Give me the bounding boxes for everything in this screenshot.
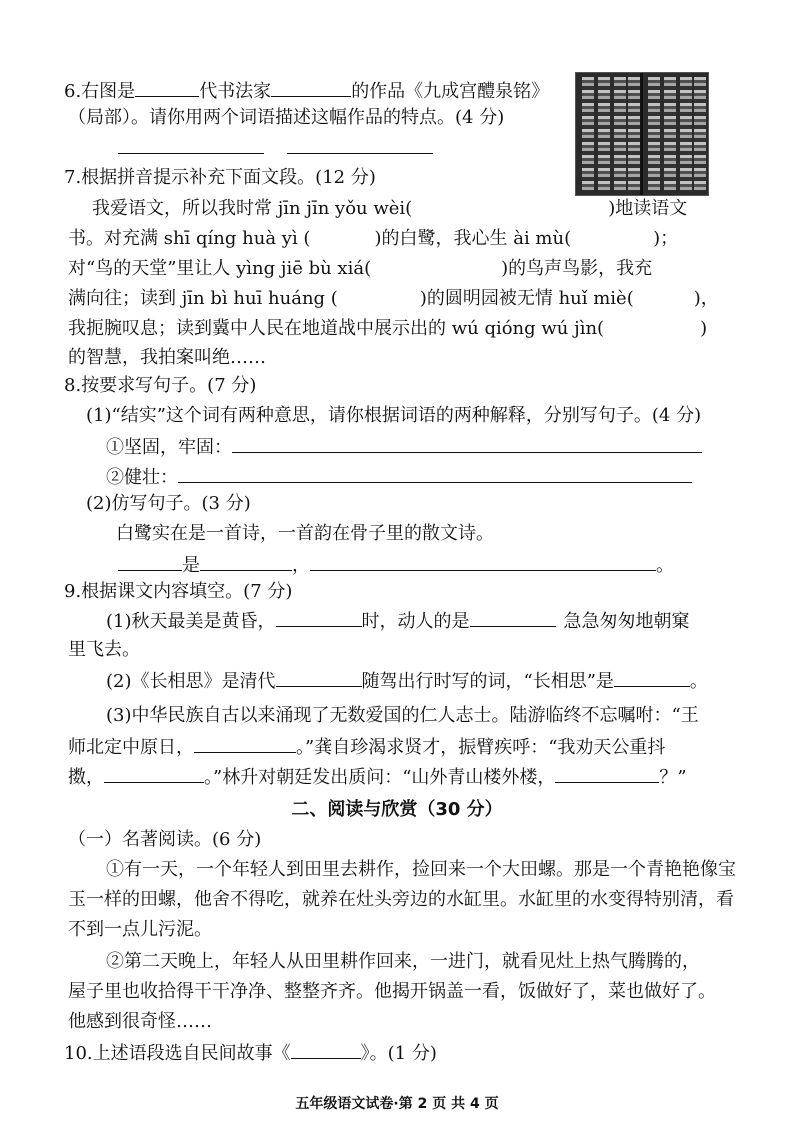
q6-mid: 代书法家 [199,81,272,102]
q7-l2-text: 书。对充满 shī qíng huà yì ( [68,228,311,249]
q7-l2-tail: )； [653,228,679,249]
q7-title: 7.根据拼音提示补充下面文段。(12 分) [64,167,376,188]
q6-answer-line-2[interactable] [287,153,433,154]
q7-l3-tail: )的鸟声鸟影，我充 [501,258,653,279]
reading-para1-line1: ①有一天，一个年轻人到田里去耕作，捡回来一个大田螺。那是一个青艳艳像宝 [106,859,736,880]
q7-blank-jinjinyouwei[interactable] [412,196,608,214]
calligraphy-image [575,72,709,196]
q7-l1-text: 我爱语文，所以我时常 jīn jīn yǒu wèi( [92,198,413,219]
q7-line4 [68,286,719,311]
q9-p1-line1 [106,608,690,634]
q7-l5-text: 我扼腕叹息；读到冀中人民在地道战中展示出的 wú qióng wú jìn( [68,318,605,339]
q9-p3-end: ？” [659,767,687,788]
q10-blank[interactable] [291,1040,361,1059]
q9-p1-blank-2[interactable] [470,608,556,627]
q7-blank-huimie[interactable] [634,286,694,304]
q8-part2: (2)仿写句子。(3 分) [86,493,251,514]
q8-p1b-answer[interactable] [178,464,692,483]
q7-l4-text: 满向往；读到 jīn bì huī huáng ( [68,288,338,309]
q7-line2 [68,226,678,251]
q6-calligrapher-blank[interactable] [271,78,351,97]
q9-p1-line2: 里飞去。 [68,639,140,660]
q9-title: 9.根据课文内容填空。(7 分) [64,581,293,602]
q9-p2-mid: 随驾出行时写的词，“长相思”是 [361,671,614,692]
q7-blank-jinbihuihuang[interactable] [338,286,420,304]
reading-para2-line1: ②第二天晚上，年轻人从田里耕作回来，一进门，就看见灶上热气腾腾的， [106,951,700,972]
page-footer: 五年级语文试卷·第 2 页 共 4 页 [295,1096,499,1112]
q7-blank-shiqinghuayi[interactable] [310,226,374,244]
q9-p1-tail: 急急匆匆地朝窠 [563,611,690,632]
q9-p3-blank-3[interactable] [555,764,659,783]
q9-p1-text: (1)秋天最美是黄昏， [106,611,276,632]
q6-line2: （局部）。请你用两个词语描述这幅作品的特点。(4 分) [68,107,505,128]
q8-title: 8.按要求写句子。(7 分) [64,375,257,396]
q6-dynasty-blank[interactable] [135,78,199,97]
q9-p3-blank-1[interactable] [194,734,296,753]
q7-blank-aimu[interactable] [571,226,653,244]
q9-p2-tail: 。 [689,671,708,692]
q10-text: 10.上述语段选自民间故事《 [64,1043,291,1064]
q8-imitation [118,552,674,578]
q10 [64,1040,437,1066]
q7-l5-tail: ) [700,318,708,339]
q7-l1-tail: )地读语文 [608,198,688,219]
q9-p2 [106,668,708,694]
q8-part1: (1)“结实”这个词有两种意思，请你根据词语的两种解释，分别写句子。(4 分) [86,405,702,426]
q9-p3-line3 [68,764,687,790]
q7-l2-mid: )的白鹭，我心生 ài mù( [374,228,572,249]
reading-para2-line2: 屋子里也收拾得干干净净、整整齐齐。他揭开锅盖一看，饭做好了，菜也做好了。 [68,981,716,1002]
q8-p1b-label: ②健壮： [106,467,178,488]
q7-line5 [68,316,707,341]
q8-example: 白鹭实在是一首诗，一首韵在骨子里的散文诗。 [116,523,494,544]
q7-line6: 的智慧，我拍案叫绝…… [68,347,266,368]
reading-para1-line3: 不到一点儿污泥。 [68,919,212,940]
q6-line1 [64,78,549,104]
q8-imitation-blank-1[interactable] [118,552,182,571]
q6-suffix: 的作品《九成宫醴泉铭》 [351,81,550,102]
q8-p1a-label: ①坚固，牢固： [106,437,232,458]
q7-line1 [92,196,687,221]
q8-part1-a [106,434,702,460]
q7-blank-yingjiebuxia[interactable] [371,256,501,274]
q9-p1-blank-1[interactable] [276,608,362,627]
reading-para1-line2: 玉一样的田螺，他舍不得吃，就养在灶头旁边的水缸里。水缸里的水变得特别清，看 [68,889,734,910]
q7-l4-tail: )， [693,288,719,309]
q9-p3-line2 [68,734,665,760]
q8-imitation-period: 。 [656,555,674,576]
q8-imitation-blank-2[interactable] [200,552,292,571]
section2-sub: （一）名著阅读。(6 分) [68,829,262,850]
q9-p2-blank-2[interactable] [614,668,690,687]
q10-tail: 》。(1 分) [360,1043,437,1064]
q9-p3-mid: 。”龚自珍渴求贤才，振臂疾呼：“我劝天公重抖 [296,737,666,758]
section2-title: 二、阅读与欣赏（30 分） [291,799,503,820]
q8-imitation-comma: ， [292,555,310,576]
q9-p3-start: 擞， [68,767,104,788]
q9-p3-line1: (3)中华民族自古以来涌现了无数爱国的仁人志士。陆游临终不忘嘱咐：“王 [106,705,699,726]
q9-p3-question: 。”林升对朝廷发出质问：“山外青山楼外楼， [204,767,556,788]
reading-para2-line3: 他感到很奇怪…… [68,1011,212,1032]
q7-l3-text: 对“鸟的天堂”里让人 yìng jiē bù xiá( [68,258,372,279]
q8-p1a-answer[interactable] [232,434,702,453]
q9-p2-text: (2)《长相思》是清代 [106,671,276,692]
q7-blank-wuqiongwujin[interactable] [604,316,700,334]
q6-answer-line-1[interactable] [118,153,264,154]
q9-p1-mid: 时，动人的是 [361,611,470,632]
q8-imitation-blank-3[interactable] [310,552,656,571]
q8-part1-b [106,464,692,490]
q6-prefix: 6.右图是 [64,81,136,102]
q9-p2-blank-1[interactable] [276,668,362,687]
q7-l4-mid: )的圆明园被无情 huǐ miè( [419,288,634,309]
q8-imitation-is: 是 [182,555,200,576]
q7-line3 [68,256,652,281]
q9-p3-blank-2[interactable] [104,764,204,783]
q9-p3-text: 师北定中原日， [68,737,194,758]
